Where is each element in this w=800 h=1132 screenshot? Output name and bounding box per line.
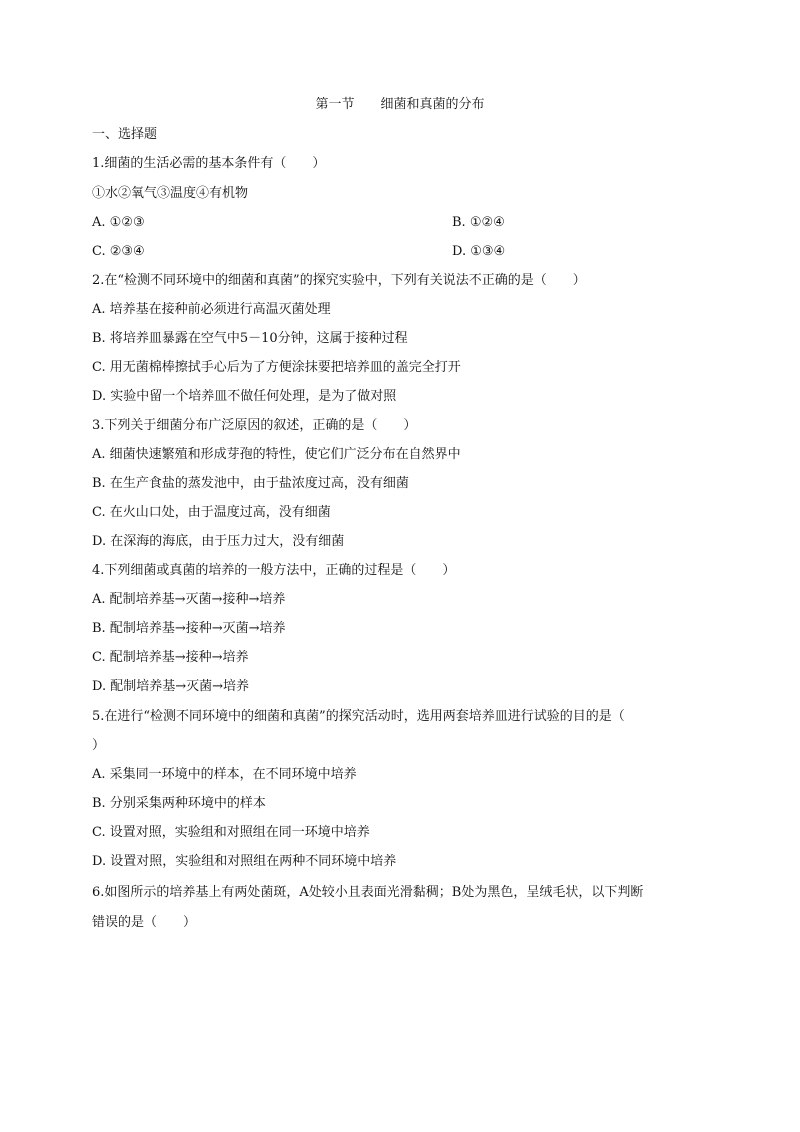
question-1-option-a: A. ①②③ (92, 215, 145, 230)
section-heading: 一、选择题 (92, 127, 158, 142)
question-4-option-d: D. 配制培养基→灭菌→培养 (92, 679, 250, 694)
question-5-stem: 5.在进行“检测不同环境中的细菌和真菌”的探究活动时，选用两套培养皿进行试验的目的是（ (92, 709, 625, 724)
question-4-stem: 4.下列细菌或真菌的培养的一般方法中，正确的过程是（ ） (92, 563, 456, 578)
question-1-option-c: C. ②③④ (92, 244, 145, 259)
question-4-option-b: B. 配制培养基→接种→灭菌→培养 (92, 621, 286, 636)
question-3-option-d: D. 在深海的海底，由于压力过大，没有细菌 (92, 534, 345, 549)
question-5-option-b: B. 分别采集两种环境中的样本 (92, 796, 266, 811)
question-4-option-a: A. 配制培养基→灭菌→接种→培养 (92, 592, 286, 607)
question-1-option-d: D. ①③④ (452, 244, 506, 259)
question-5-stem-continued: ） (92, 738, 106, 753)
question-6-stem-continued: 错误的是（ ） (92, 915, 197, 930)
question-4-option-c: C. 配制培养基→接种→培养 (92, 650, 249, 665)
question-5-option-a: A. 采集同一环境中的样本，在不同环境中培养 (92, 767, 357, 782)
question-2-option-d: D. 实验中留一个培养皿不做任何处理，是为了做对照 (92, 389, 397, 404)
question-2-option-c: C. 用无菌棉棒擦拭手心后为了方便涂抹要把培养皿的盖完全打开 (92, 360, 461, 375)
question-1-option-b: B. ①②④ (452, 215, 505, 230)
question-3-option-a: A. 细菌快速繁殖和形成芽孢的特性，使它们广泛分布在自然界中 (92, 447, 461, 462)
question-1-conditions: ①水②氧气③温度④有机物 (92, 186, 249, 201)
question-5-option-d: D. 设置对照，实验组和对照组在两种不同环境中培养 (92, 854, 397, 869)
question-3-stem: 3.下列关于细菌分布广泛原因的叙述，正确的是（ ） (92, 418, 417, 433)
question-2-option-b: B. 将培养皿暴露在空气中5－10分钟，这属于接种过程 (92, 331, 408, 346)
page-title: 第一节 细菌和真菌的分布 (315, 97, 485, 112)
question-3-option-b: B. 在生产食盐的蒸发池中，由于盐浓度过高，没有细菌 (92, 476, 409, 491)
question-2-option-a: A. 培养基在接种前必须进行高温灭菌处理 (92, 302, 331, 317)
question-1-stem: 1.细菌的生活必需的基本条件有（ ） (92, 156, 326, 171)
question-3-option-c: C. 在火山口处，由于温度过高，没有细菌 (92, 505, 331, 520)
question-6-stem: 6.如图所示的培养基上有两处菌斑，A处较小且表面光滑黏稠；B处为黑色，呈绒毛状，以下判断 (92, 885, 644, 900)
question-5-option-c: C. 设置对照，实验组和对照组在同一环境中培养 (92, 825, 370, 840)
question-2-stem: 2.在“检测不同环境中的细菌和真菌”的探究实验中，下列有关说法不正确的是（ ） (92, 273, 586, 288)
